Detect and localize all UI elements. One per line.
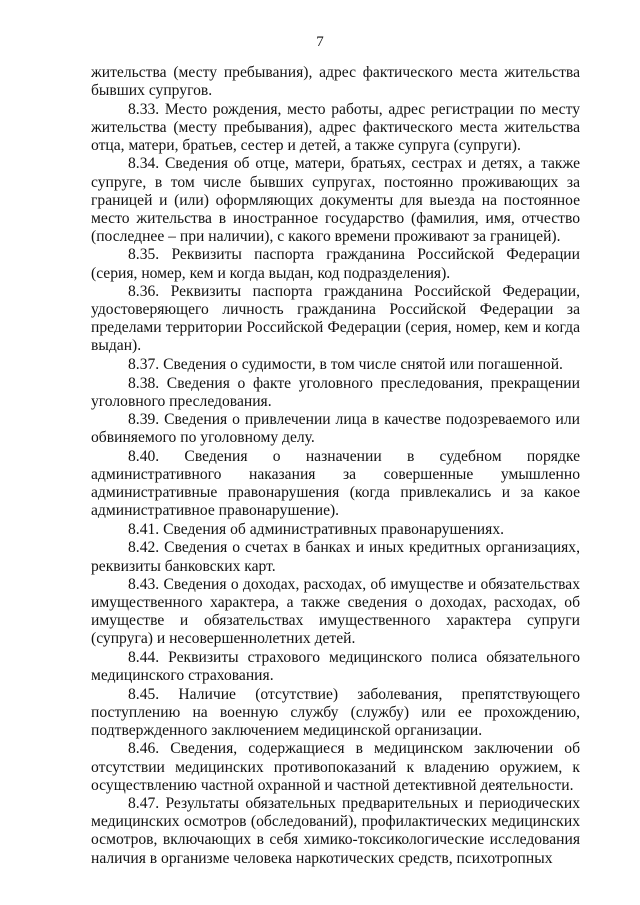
paragraph: 8.33. Место рождения, место работы, адрес регистрации по месту жительства (месту пребывания), адрес фактического места жительства отца, матери, братьев, сестер и детей, а также супруга (супруги). [91, 100, 580, 154]
document-body [91, 64, 580, 868]
paragraph: 8.38. Сведения о факте уголовного преследования, прекращении уголовного преследования. [91, 374, 580, 410]
paragraph: 8.45. Наличие (отсутствие) заболевания, препятствующего поступлению на военную службу (службу) или ее прохождению, подтвержденного заключением медицинской организации. [91, 685, 580, 739]
paragraph: 8.42. Сведения о счетах в банках и иных кредитных организациях, реквизиты банковских карт. [91, 539, 580, 575]
page-number: 7 [316, 34, 324, 50]
paragraph: 8.46. Сведения, содержащиеся в медицинском заключении об отсутствии медицинских противопоказаний к владению оружием, к осуществлению частной охранной и частной детективной деятельности. [91, 740, 580, 794]
paragraph: 8.36. Реквизиты паспорта гражданина Российской Федерации, удостоверяющего личность гражданина Российской Федерации за пределами территории Российской Федерации (серия, номер, кем и когда выдан). [91, 283, 580, 355]
paragraph: 8.40. Сведения о назначении в судебном порядке административного наказания за совершенные умышленно административные правонарушения (когда привлекались и за какое административное правонарушение). [91, 447, 580, 520]
paragraph: 8.41. Сведения об административных правонарушениях. [128, 520, 505, 538]
paragraph: 8.39. Сведения о привлечении лица в качестве подозреваемого или обвиняемого по уголовному делу. [91, 411, 580, 447]
paragraph: 8.47. Результаты обязательных предварительных и периодических медицинских осмотров (обследований), профилактических медицинских осмотров, включающих в себя химико-токсикологические исследования наличия в организме человека наркотических средств, психотропных [91, 795, 580, 867]
paragraph: 8.37. Сведения о судимости, в том числе снятой или погашенной. [128, 356, 563, 373]
paragraph: жительства (месту пребывания), адрес фактического места жительства бывших супругов. [91, 64, 580, 100]
paragraph: 8.34. Сведения об отце, матери, братьях, сестрах и детях, а также супруге, в том числе бывших супругах, постоянно проживающих за границей и (или) оформляющих документы для выезда на постоянное место жительства в иностранное государство (фамилия, имя, отчество (последнее – при наличии), с какого времени проживают за границей). [91, 155, 580, 245]
paragraph: 8.35. Реквизиты паспорта гражданина Российской Федерации (серия, номер, кем и когда выдан, код подразделения). [91, 246, 580, 282]
paragraph: 8.43. Сведения о доходах, расходах, об имуществе и обязательствах имущественного характера, а также сведения о доходах, расходах, об имуществе и обязательствах имущественного характера супруги (супруга) и несовершеннолетних детей. [91, 576, 580, 648]
paragraph: 8.44. Реквизиты страхового медицинского полиса обязательного медицинского страхования. [91, 649, 580, 685]
